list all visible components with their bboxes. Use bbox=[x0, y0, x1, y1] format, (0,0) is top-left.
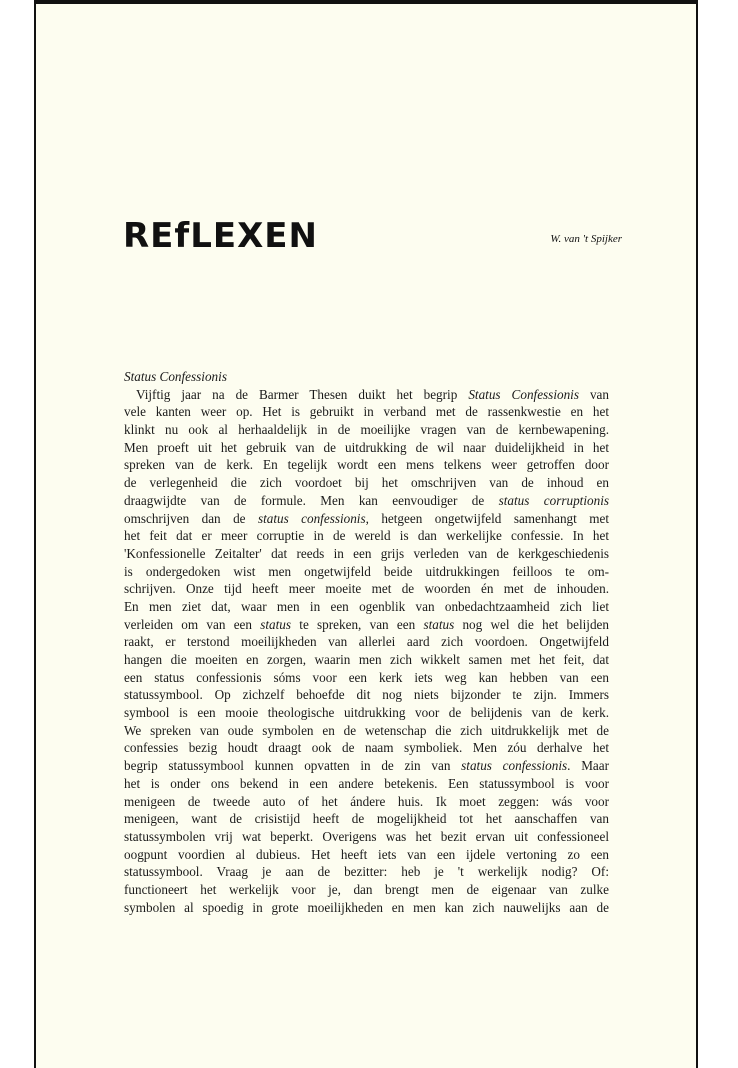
author-name: W. van 't Spijker bbox=[550, 233, 622, 245]
text-run: vele kanten weer op. Het is gebruikt in verband met de rassenkwestie en het bbox=[124, 404, 609, 420]
text-run: hangen die moeiten en zorgen, waarin men zich wikkelt samen met het feit, dat bbox=[124, 652, 609, 668]
text-run: verleiden om van een bbox=[124, 616, 261, 632]
text-run: omschrijven dan de bbox=[124, 510, 258, 526]
text-run: statussymbool. Vraag je aan de bezitter: heb je 't werkelijk nodig? Of: bbox=[124, 864, 609, 880]
text-run: een status confessionis sóms voor een kerk iets weg kan hebben van een bbox=[124, 669, 609, 685]
text-line bbox=[124, 739, 609, 757]
text-line bbox=[124, 757, 609, 775]
text-line bbox=[124, 775, 609, 793]
text-run: begrip statussymbool kunnen opvatten in de zin van bbox=[124, 758, 462, 774]
text-line bbox=[124, 580, 609, 598]
italic-term: Status Confessionis bbox=[468, 386, 579, 402]
text-line bbox=[124, 456, 609, 474]
text-run: is ondergedoken wist men ongetwijfeld beide uitdrukkingen feilloos te om- bbox=[124, 563, 609, 579]
text-run: symbolen al spoedig in grote moeilijkheden en men kan zich nauwelijks aan de bbox=[124, 899, 609, 915]
text-run: menigeen de tweede auto of het ándere huis. Ik moet zeggen: wás voor bbox=[124, 793, 609, 809]
text-line bbox=[124, 846, 609, 864]
italic-term: status confessionis bbox=[461, 758, 568, 774]
text-run: van bbox=[578, 386, 609, 402]
text-line bbox=[124, 386, 609, 404]
section-title: REfLEXEN bbox=[123, 216, 318, 256]
text-line bbox=[124, 722, 609, 740]
text-line bbox=[124, 616, 609, 634]
text-line bbox=[124, 510, 609, 528]
text-line bbox=[124, 881, 609, 899]
text-run: raakt, er terstond moeilijkheden van allerlei aard zich voordoen. Ongetwijfeld bbox=[124, 634, 609, 650]
text-run: . Maar bbox=[567, 758, 609, 774]
text-run: spreken van de kerk. En tegelijk wordt een mens telkens weer getroffen door bbox=[124, 457, 609, 473]
article-body bbox=[124, 368, 609, 916]
text-run: statussymbolen vrij wat beperkt. Overigens was het bezit ervan uit confessioneel bbox=[124, 828, 609, 844]
text-line bbox=[124, 474, 609, 492]
article-paragraph bbox=[124, 386, 609, 917]
text-run: draagwijdte van de formule. Men kan eenvoudiger de bbox=[124, 492, 499, 508]
text-line bbox=[124, 810, 609, 828]
text-line bbox=[124, 403, 609, 421]
text-line bbox=[124, 899, 609, 917]
page bbox=[34, 0, 698, 1068]
text-run: We spreken van oude symbolen en de wetenschap die zich uitdrukkelijk met de bbox=[124, 722, 609, 738]
text-line bbox=[124, 633, 609, 651]
text-line bbox=[124, 863, 609, 881]
text-run: functioneert het werkelijk voor je, dan brengt men de eigenaar van zulke bbox=[124, 881, 609, 897]
text-line bbox=[124, 563, 609, 581]
text-run: te spreken, van een bbox=[291, 616, 424, 632]
text-line bbox=[124, 793, 609, 811]
text-run: 'Konfessionelle Zeitalter' dat reeds in een grijs verleden van de kerkgeschiedenis bbox=[124, 545, 609, 561]
text-line bbox=[124, 492, 609, 510]
text-line bbox=[124, 828, 609, 846]
text-run: symbool is een mooie theologische uitdrukking voor de belijdenis van de kerk. bbox=[124, 705, 609, 721]
text-line bbox=[124, 704, 609, 722]
text-run: de verlegenheid die zich voordoet bij het omschrijven van de inhoud en bbox=[124, 475, 609, 491]
text-line bbox=[124, 439, 609, 457]
text-run: nog wel die het belijden bbox=[454, 616, 609, 632]
text-run: Men proeft uit het gebruik van de uitdrukking de wil naar duidelijkheid in het bbox=[124, 439, 609, 455]
text-run: schrijven. Onze tijd heeft meer moeite met de woorden én met de inhouden. bbox=[124, 581, 609, 597]
italic-term: status confessionis bbox=[257, 510, 366, 526]
text-run: het is onder ons bekend in een andere betekenis. Een statussymbool is voor bbox=[124, 775, 609, 791]
italic-term: status bbox=[260, 616, 292, 632]
text-run: statussymbool. Op zichzelf behoefde dit nog niets bijzonder te zijn. Immers bbox=[124, 687, 609, 703]
text-run: klinkt nu ook al herhaaldelijk in de moeilijke vragen van de kernbewapening. bbox=[124, 422, 609, 438]
text-run: oogpunt voordien al dubieus. Het heeft iets van een ijdele vertoning zo een bbox=[124, 846, 609, 862]
text-run: , hetgeen ongetwijfeld samenhangt met bbox=[365, 510, 609, 526]
text-run: menigeen, want de crisistijd heeft de mogelijkheid tot het aanschaffen van bbox=[124, 811, 609, 827]
text-line bbox=[124, 421, 609, 439]
text-run: Vijftig jaar na de Barmer Thesen duikt het begrip bbox=[136, 386, 469, 402]
italic-term: status corruptionis bbox=[498, 492, 609, 508]
text-line bbox=[124, 527, 609, 545]
text-run: En men ziet dat, waar men in een ogenblik van onbedachtzaamheid zich liet bbox=[124, 598, 609, 614]
text-line bbox=[124, 686, 609, 704]
text-line bbox=[124, 651, 609, 669]
text-run: het feit dat er meer corruptie in de wereld is dan werkelijke confessie. In het bbox=[124, 528, 609, 544]
text-line bbox=[124, 669, 609, 687]
text-run: confessies bezig houdt draagt ook de naam symboliek. Men zóu derhalve het bbox=[124, 740, 609, 756]
text-line bbox=[124, 598, 609, 616]
article-heading: Status Confessionis bbox=[124, 369, 227, 384]
text-line bbox=[124, 545, 609, 563]
italic-term: status bbox=[423, 616, 455, 632]
